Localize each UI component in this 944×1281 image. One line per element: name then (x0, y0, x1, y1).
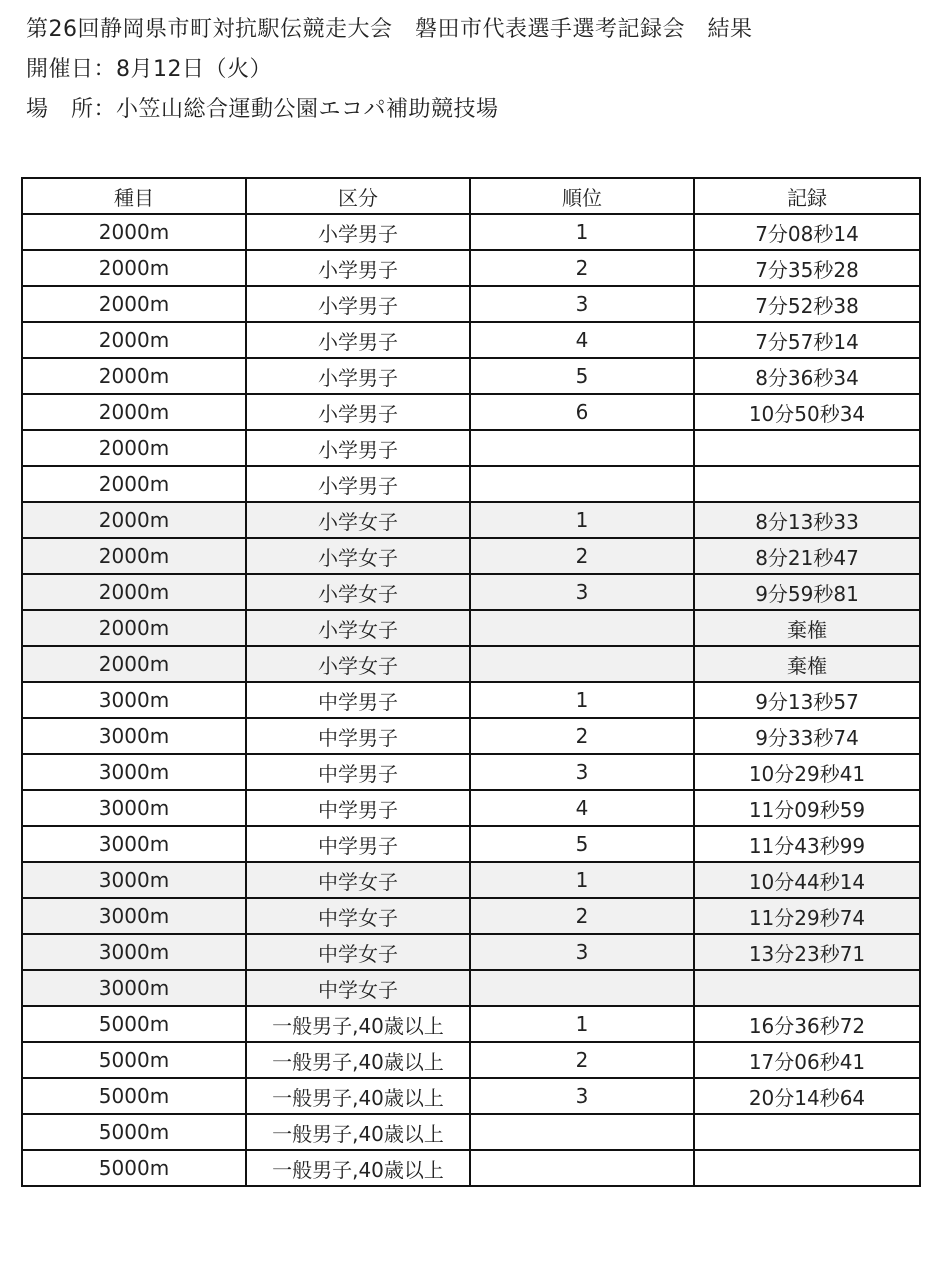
cell-category: 一般男子,40歳以上 (246, 1078, 470, 1114)
table-row (22, 898, 920, 934)
cell-rank: 2 (470, 1042, 694, 1078)
table-row (22, 250, 920, 286)
cell-record: 16分36秒72 (694, 1006, 920, 1042)
results-table (21, 177, 921, 1187)
cell-record: 9分33秒74 (694, 718, 920, 754)
cell-event: 5000m (22, 1150, 246, 1186)
cell-category: 中学女子 (246, 934, 470, 970)
cell-rank: 3 (470, 574, 694, 610)
cell-category: 一般男子,40歳以上 (246, 1042, 470, 1078)
cell-record: 17分06秒41 (694, 1042, 920, 1078)
cell-rank: 4 (470, 322, 694, 358)
cell-category: 小学女子 (246, 646, 470, 682)
table-row (22, 286, 920, 322)
cell-event: 2000m (22, 610, 246, 646)
table-row (22, 1042, 920, 1078)
cell-record (694, 970, 920, 1006)
table-row (22, 826, 920, 862)
cell-category: 一般男子,40歳以上 (246, 1114, 470, 1150)
table-row (22, 1150, 920, 1186)
column-header-record: 記録 (694, 178, 920, 214)
cell-record: 7分35秒28 (694, 250, 920, 286)
table-row (22, 682, 920, 718)
cell-event: 2000m (22, 646, 246, 682)
table-row (22, 214, 920, 250)
cell-rank: 3 (470, 1078, 694, 1114)
cell-record: 20分14秒64 (694, 1078, 920, 1114)
table-header-row (22, 178, 920, 214)
cell-record (694, 430, 920, 466)
cell-record (694, 1114, 920, 1150)
cell-event: 3000m (22, 826, 246, 862)
table-row (22, 862, 920, 898)
cell-event: 3000m (22, 898, 246, 934)
cell-record: 棄権 (694, 610, 920, 646)
cell-event: 3000m (22, 754, 246, 790)
cell-record: 11分09秒59 (694, 790, 920, 826)
table-row (22, 754, 920, 790)
cell-rank: 1 (470, 502, 694, 538)
cell-record: 11分29秒74 (694, 898, 920, 934)
cell-category: 小学男子 (246, 466, 470, 502)
cell-event: 2000m (22, 358, 246, 394)
cell-rank: 4 (470, 790, 694, 826)
cell-category: 小学女子 (246, 502, 470, 538)
cell-event: 2000m (22, 430, 246, 466)
cell-record: 9分59秒81 (694, 574, 920, 610)
table-row (22, 574, 920, 610)
table-row (22, 394, 920, 430)
table-row (22, 1078, 920, 1114)
cell-category: 小学男子 (246, 322, 470, 358)
event-date: 開催日：8月12日（火） (26, 57, 272, 82)
table-row (22, 358, 920, 394)
column-header-category: 区分 (246, 178, 470, 214)
cell-rank (470, 646, 694, 682)
table-row (22, 646, 920, 682)
cell-record: 7分57秒14 (694, 322, 920, 358)
cell-category: 小学女子 (246, 574, 470, 610)
cell-rank: 2 (470, 538, 694, 574)
table-row (22, 538, 920, 574)
cell-category: 小学男子 (246, 250, 470, 286)
cell-record: 7分52秒38 (694, 286, 920, 322)
cell-category: 一般男子,40歳以上 (246, 1150, 470, 1186)
cell-event: 5000m (22, 1042, 246, 1078)
cell-rank (470, 466, 694, 502)
cell-record: 8分13秒33 (694, 502, 920, 538)
cell-category: 小学男子 (246, 214, 470, 250)
table-row (22, 322, 920, 358)
table-row (22, 430, 920, 466)
cell-category: 小学男子 (246, 430, 470, 466)
cell-rank: 1 (470, 682, 694, 718)
table-row (22, 610, 920, 646)
table-row (22, 502, 920, 538)
cell-category: 小学女子 (246, 538, 470, 574)
cell-rank (470, 1114, 694, 1150)
cell-rank: 3 (470, 286, 694, 322)
cell-category: 中学男子 (246, 718, 470, 754)
table-row (22, 466, 920, 502)
table-row (22, 970, 920, 1006)
cell-rank: 3 (470, 934, 694, 970)
table-row (22, 1114, 920, 1150)
cell-event: 2000m (22, 286, 246, 322)
cell-record: 10分50秒34 (694, 394, 920, 430)
event-venue: 場 所：小笠山総合運動公園エコパ補助競技場 (26, 97, 499, 122)
cell-record (694, 1150, 920, 1186)
cell-rank: 1 (470, 214, 694, 250)
cell-category: 中学男子 (246, 826, 470, 862)
table-row (22, 1006, 920, 1042)
table-row (22, 718, 920, 754)
cell-record: 8分21秒47 (694, 538, 920, 574)
cell-record: 7分08秒14 (694, 214, 920, 250)
cell-rank: 1 (470, 1006, 694, 1042)
cell-category: 小学男子 (246, 286, 470, 322)
cell-rank: 2 (470, 898, 694, 934)
cell-category: 中学男子 (246, 754, 470, 790)
cell-event: 2000m (22, 574, 246, 610)
cell-record: 9分13秒57 (694, 682, 920, 718)
cell-event: 2000m (22, 250, 246, 286)
cell-record: 11分43秒99 (694, 826, 920, 862)
cell-rank: 5 (470, 826, 694, 862)
cell-event: 3000m (22, 790, 246, 826)
cell-event: 2000m (22, 214, 246, 250)
cell-event: 5000m (22, 1078, 246, 1114)
table-row (22, 790, 920, 826)
cell-record (694, 466, 920, 502)
cell-category: 中学女子 (246, 862, 470, 898)
cell-record: 10分44秒14 (694, 862, 920, 898)
cell-event: 5000m (22, 1006, 246, 1042)
cell-rank (470, 1150, 694, 1186)
cell-rank: 6 (470, 394, 694, 430)
cell-record: 13分23秒71 (694, 934, 920, 970)
cell-event: 3000m (22, 718, 246, 754)
column-header-event: 種目 (22, 178, 246, 214)
page-title: 第26回静岡県市町対抗駅伝競走大会 磐田市代表選手選考記録会 結果 (26, 17, 753, 42)
results-body (22, 214, 920, 1186)
cell-event: 2000m (22, 322, 246, 358)
cell-category: 小学女子 (246, 610, 470, 646)
cell-rank: 2 (470, 718, 694, 754)
cell-event: 3000m (22, 934, 246, 970)
cell-rank: 2 (470, 250, 694, 286)
cell-event: 3000m (22, 862, 246, 898)
cell-category: 一般男子,40歳以上 (246, 1006, 470, 1042)
cell-event: 3000m (22, 970, 246, 1006)
cell-event: 2000m (22, 466, 246, 502)
cell-category: 中学男子 (246, 790, 470, 826)
cell-category: 中学女子 (246, 898, 470, 934)
table-row (22, 934, 920, 970)
cell-category: 中学男子 (246, 682, 470, 718)
cell-event: 5000m (22, 1114, 246, 1150)
cell-record: 8分36秒34 (694, 358, 920, 394)
cell-record: 10分29秒41 (694, 754, 920, 790)
cell-event: 3000m (22, 682, 246, 718)
cell-event: 2000m (22, 538, 246, 574)
column-header-rank: 順位 (470, 178, 694, 214)
cell-rank (470, 610, 694, 646)
cell-category: 中学女子 (246, 970, 470, 1006)
cell-rank: 3 (470, 754, 694, 790)
cell-record: 棄権 (694, 646, 920, 682)
cell-category: 小学男子 (246, 394, 470, 430)
cell-event: 2000m (22, 394, 246, 430)
cell-rank (470, 430, 694, 466)
cell-rank: 5 (470, 358, 694, 394)
cell-event: 2000m (22, 502, 246, 538)
cell-category: 小学男子 (246, 358, 470, 394)
cell-rank: 1 (470, 862, 694, 898)
cell-rank (470, 970, 694, 1006)
document-header (26, 10, 926, 130)
